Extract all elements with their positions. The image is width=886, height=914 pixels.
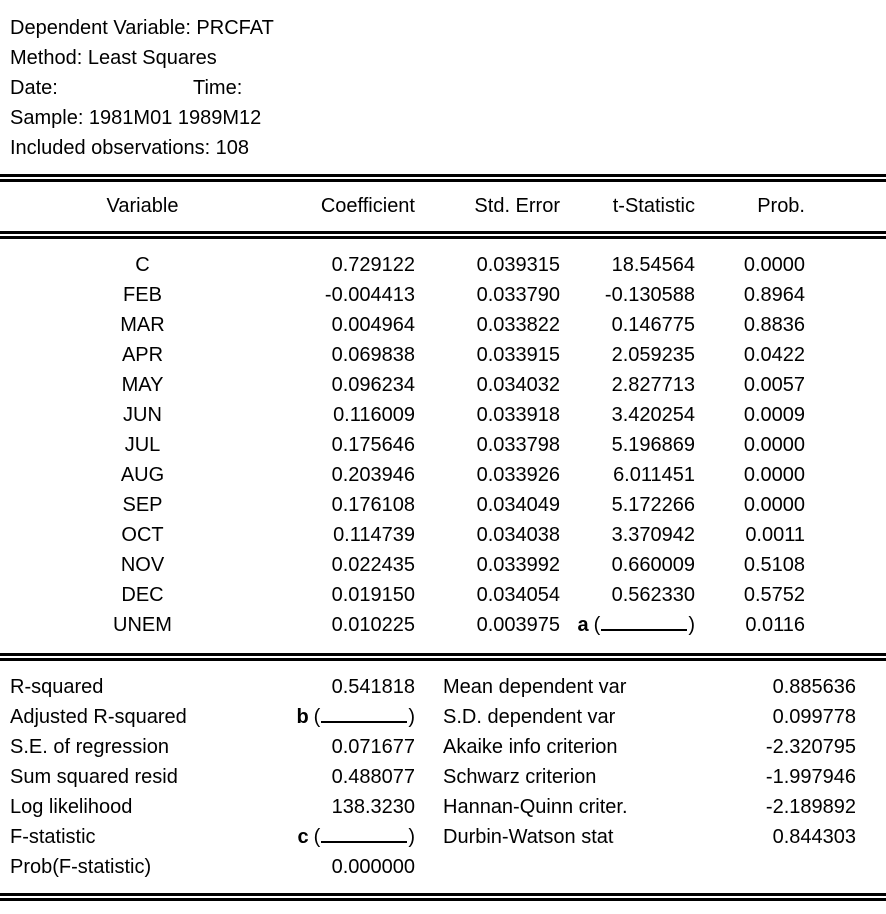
blank-open-paren: (	[593, 614, 601, 636]
prob-cell: 0.5752	[743, 584, 805, 606]
t-statistic-cell: 3.370942	[611, 524, 695, 546]
prob-cell: 0.5108	[743, 554, 805, 576]
fill-in-blank-b	[296, 706, 415, 728]
prob-cell: 0.0009	[743, 404, 805, 426]
table-row-unem	[10, 610, 886, 640]
fill-in-blank-c	[298, 826, 415, 848]
std-error-cell: 0.033915	[476, 344, 560, 366]
table-row-c	[10, 250, 886, 280]
blank-open-paren: (	[313, 826, 321, 848]
variable-cell: C	[135, 254, 150, 276]
blank-letter-a: a	[577, 614, 589, 636]
coefficient-cell: 0.004964	[331, 314, 415, 336]
t-statistic-cell: 3.420254	[611, 404, 695, 426]
prob-cell: 0.0422	[743, 344, 805, 366]
stats-gap	[415, 702, 443, 732]
t-statistic-cell: -0.130588	[604, 284, 695, 306]
std-error-cell: 0.003975	[476, 614, 560, 636]
stats-row	[10, 762, 886, 792]
table-row-aug	[10, 460, 886, 490]
table-row-may	[10, 370, 886, 400]
t-statistic-cell: 6.011451	[613, 464, 695, 486]
date-time-line	[10, 73, 886, 103]
coefficient-cell: 0.114739	[333, 524, 415, 546]
t-statistic-cell: 0.660009	[611, 554, 695, 576]
stat-label-sum-squared-resid: Sum squared resid	[10, 766, 178, 788]
coef-table-header	[0, 182, 886, 231]
stats-row	[10, 672, 886, 702]
stats-gap	[415, 672, 443, 702]
blank-close-paren: )	[408, 706, 415, 728]
variable-cell: DEC	[121, 584, 164, 606]
blank-underline	[321, 712, 407, 723]
time-label: Time:	[193, 77, 243, 99]
blank-open-paren: (	[313, 706, 321, 728]
t-statistic-blank-cell	[570, 610, 705, 640]
stat-label-adjusted-r-squared: Adjusted R-squared	[10, 706, 187, 728]
prob-cell: 0.8964	[743, 284, 805, 306]
stat-label-log-likelihood: Log likelihood	[10, 796, 133, 818]
stat-label-prob-f-statistic: Prob(F-statistic)	[10, 856, 152, 878]
summary-header	[0, 0, 886, 163]
variable-cell: NOV	[120, 554, 165, 576]
stats-gap	[415, 762, 443, 792]
prob-cell: 0.0000	[743, 464, 805, 486]
column-header-t-statistic: t-Statistic	[612, 195, 695, 217]
stat-value-hannan-quinn: -2.189892	[765, 796, 856, 818]
std-error-cell: 0.033992	[476, 554, 560, 576]
t-statistic-cell: 0.562330	[611, 584, 695, 606]
stat-value-akaike-info-criterion: -2.320795	[765, 736, 856, 758]
date-label: Date:	[10, 77, 58, 99]
column-header-variable: Variable	[106, 195, 179, 217]
stats-row	[10, 792, 886, 822]
stats-row	[10, 852, 886, 882]
sample-line: Sample: 1981M01 1989M12	[10, 107, 262, 129]
stat-value-prob-f-statistic: 0.000000	[331, 856, 415, 878]
coef-header-row	[10, 182, 886, 231]
prob-cell: 0.0116	[745, 614, 805, 636]
double-rule-below-header	[0, 231, 886, 239]
summary-statistics	[0, 672, 886, 882]
coef-table-body	[0, 250, 886, 640]
fill-in-blank-a	[578, 614, 695, 636]
std-error-cell: 0.033798	[476, 434, 560, 456]
double-rule-bottom	[0, 893, 886, 901]
table-row-nov	[10, 550, 886, 580]
prob-cell: 0.0057	[743, 374, 805, 396]
t-statistic-cell: 5.172266	[611, 494, 695, 516]
stat-value-durbin-watson: 0.844303	[772, 826, 856, 848]
observations-line: Included observations: 108	[10, 137, 250, 159]
variable-cell: OCT	[121, 524, 164, 546]
coefficient-cell: 0.069838	[331, 344, 415, 366]
t-statistic-cell: 0.146775	[611, 314, 695, 336]
coefficient-cell: 0.175646	[331, 434, 415, 456]
prob-cell: 0.0000	[743, 494, 805, 516]
variable-cell: FEB	[123, 284, 162, 306]
stats-gap	[415, 732, 443, 762]
std-error-cell: 0.033790	[476, 284, 560, 306]
stat-label-mean-dependent-var: Mean dependent var	[443, 676, 627, 698]
coefficient-cell: 0.116009	[333, 404, 415, 426]
std-error-cell: 0.039315	[476, 254, 560, 276]
coefficient-cell: 0.096234	[331, 374, 415, 396]
stat-value-r-squared: 0.541818	[331, 676, 415, 698]
table-row-dec	[10, 580, 886, 610]
stat-value-log-likelihood: 138.3230	[331, 796, 415, 818]
stat-label-schwarz-criterion: Schwarz criterion	[443, 766, 597, 788]
stat-label-sd-dependent-var: S.D. dependent var	[443, 706, 616, 728]
table-row-feb	[10, 280, 886, 310]
coefficient-cell: -0.004413	[324, 284, 415, 306]
stats-row	[10, 702, 886, 732]
column-header-std-error: Std. Error	[474, 195, 560, 217]
table-row-sep	[10, 490, 886, 520]
stat-value-mean-dependent-var: 0.885636	[772, 676, 856, 698]
coefficient-cell: 0.203946	[331, 464, 415, 486]
stats-gap	[415, 852, 443, 882]
column-header-coefficient: Coefficient	[320, 195, 415, 217]
variable-cell: JUN	[123, 404, 162, 426]
stat-label-akaike-info-criterion: Akaike info criterion	[443, 736, 618, 758]
variable-cell: AUG	[120, 464, 165, 486]
t-statistic-cell: 2.059235	[611, 344, 695, 366]
stat-value-sum-squared-resid: 0.488077	[331, 766, 415, 788]
table-row-apr	[10, 340, 886, 370]
std-error-cell: 0.034049	[476, 494, 560, 516]
stats-row	[10, 822, 886, 852]
variable-cell: MAY	[121, 374, 164, 396]
coefficient-cell: 0.729122	[331, 254, 415, 276]
coefficient-cell: 0.010225	[331, 614, 415, 636]
variable-cell: SEP	[122, 494, 163, 516]
double-rule-top	[0, 174, 886, 182]
double-rule-mid	[0, 653, 886, 661]
stat-value-se-of-regression: 0.071677	[331, 736, 415, 758]
variable-cell: MAR	[120, 314, 165, 336]
blank-underline	[321, 832, 407, 843]
table-row-jul	[10, 430, 886, 460]
prob-cell: 0.0000	[743, 254, 805, 276]
table-row-jun	[10, 400, 886, 430]
blank-letter-b: b	[296, 706, 309, 728]
stats-row	[10, 732, 886, 762]
stat-label-durbin-watson: Durbin-Watson stat	[443, 826, 614, 848]
variable-cell: JUL	[124, 434, 161, 456]
std-error-cell: 0.033822	[476, 314, 560, 336]
std-error-cell: 0.034054	[476, 584, 560, 606]
variable-cell: UNEM	[113, 614, 172, 636]
prob-cell: 0.0011	[745, 524, 805, 546]
stat-label-se-of-regression: S.E. of regression	[10, 736, 169, 758]
t-statistic-cell: 18.54564	[611, 254, 695, 276]
stat-value-f-statistic	[230, 822, 415, 852]
blank-close-paren: )	[688, 614, 695, 636]
std-error-cell: 0.033926	[476, 464, 560, 486]
coefficient-cell: 0.022435	[331, 554, 415, 576]
dependent-variable-line: Dependent Variable: PRCFAT	[10, 17, 274, 39]
table-row-oct	[10, 520, 886, 550]
t-statistic-cell: 2.827713	[611, 374, 695, 396]
method-line: Method: Least Squares	[10, 47, 217, 69]
variable-cell: APR	[121, 344, 164, 366]
stat-value-adjusted-r-squared	[230, 702, 415, 732]
blank-close-paren: )	[408, 826, 415, 848]
empty-cell	[673, 852, 856, 882]
stats-gap	[415, 822, 443, 852]
stat-label-hannan-quinn: Hannan-Quinn criter.	[443, 796, 628, 818]
t-statistic-cell: 5.196869	[611, 434, 695, 456]
stat-value-sd-dependent-var: 0.099778	[772, 706, 856, 728]
prob-cell: 0.8836	[743, 314, 805, 336]
std-error-cell: 0.033918	[476, 404, 560, 426]
stats-gap	[415, 792, 443, 822]
empty-cell	[443, 852, 673, 882]
table-row-mar	[10, 310, 886, 340]
std-error-cell: 0.034038	[476, 524, 560, 546]
blank-underline	[601, 620, 687, 631]
std-error-cell: 0.034032	[476, 374, 560, 396]
blank-letter-c: c	[297, 826, 309, 848]
prob-cell: 0.0000	[743, 434, 805, 456]
stat-label-r-squared: R-squared	[10, 676, 104, 698]
stat-label-f-statistic: F-statistic	[10, 826, 96, 848]
coefficient-cell: 0.176108	[331, 494, 415, 516]
column-header-prob: Prob.	[757, 195, 805, 217]
coefficient-cell: 0.019150	[331, 584, 415, 606]
stat-value-schwarz-criterion: -1.997946	[765, 766, 856, 788]
